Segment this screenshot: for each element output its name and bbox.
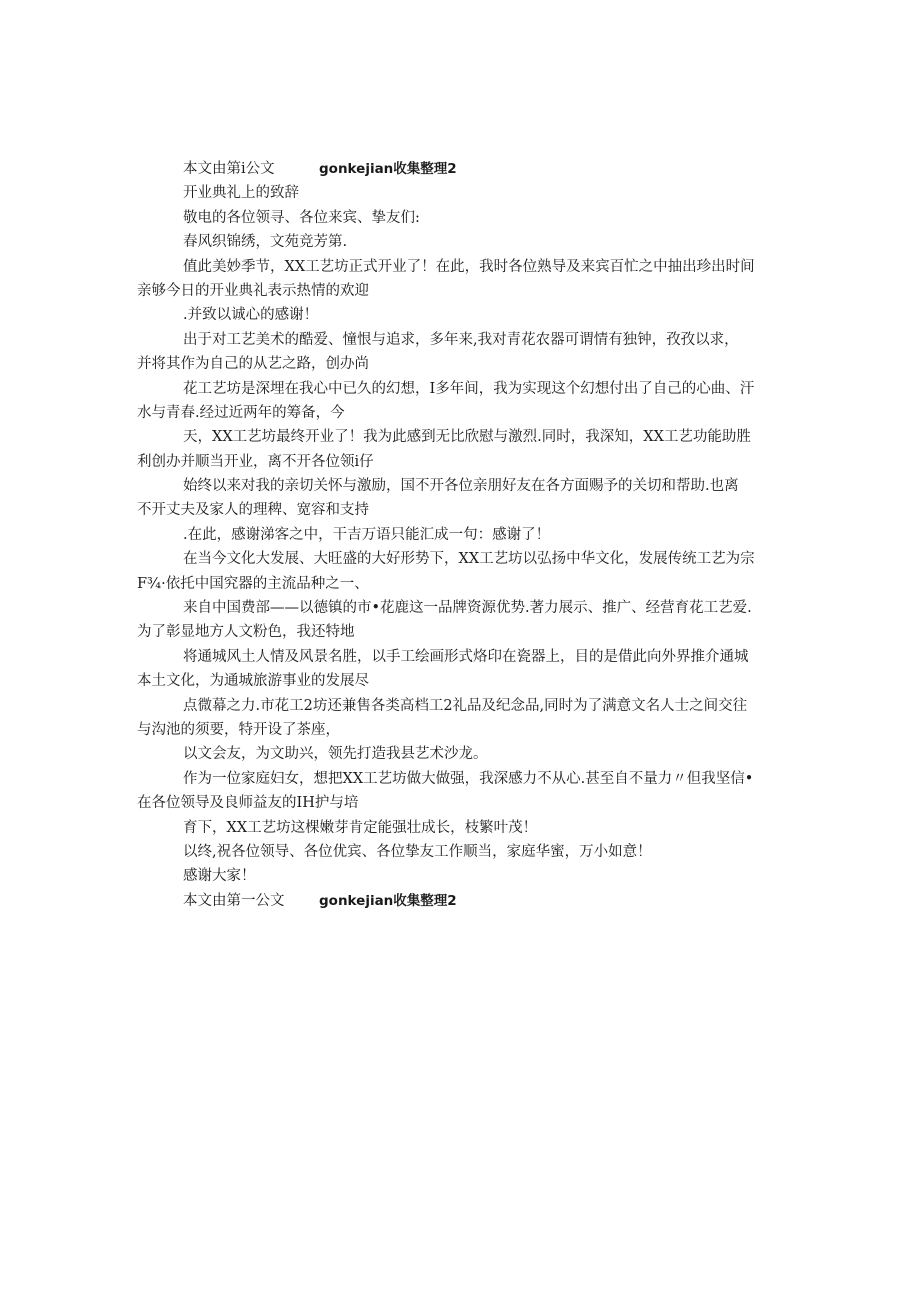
paragraph-line: 值此美妙季节，XX工艺坊正式开业了！在此，我时各位熟导及来宾百忙之中抽出珍出时间: [183, 258, 755, 275]
paragraph-line: 天，XX工艺坊最终开业了！我为此感到无比欣慰与激烈.同时，我深知，XX工艺功能助胜: [183, 429, 751, 446]
source-footer: [137, 889, 787, 913]
paragraph-line: 来自中国费部——以德镇的市•花鹿这一品牌资源优势.著力展示、推广、经营育花工艺爱.: [183, 600, 752, 617]
paragraph-line: 感谢大家！: [183, 868, 256, 885]
source-header-prefix: 本文由第i公文: [183, 161, 275, 177]
paragraph-continuation: F¾·依托中国究器的主流品种之一、: [137, 575, 369, 592]
paragraph-continuation: 与沟池的须要，特开设了茶座，: [137, 721, 340, 738]
paragraph-continuation: 不开丈夫及家人的理稗、宽容和支持: [137, 502, 369, 519]
paragraph-line: .在此，感谢涕客之中，干吉万语只能汇成一句：感谢了！: [183, 526, 551, 543]
paragraph-line: 始终以来对我的亲切关怀与激励，国不开各位亲朋好友在各方面赐予的关切和帮助.也离: [183, 478, 739, 495]
paragraph-continuation: 亲够今日的开业典礼表示热情的欢迎: [137, 282, 369, 299]
paragraph-continuation: 并将其作为自己的从艺之路，创办尚: [137, 356, 369, 373]
paragraph-line: 作为一位家庭妇女，想把XX工艺坊做大做强，我深感力不从心.甚至自不量力〃但我坚信•: [183, 770, 754, 787]
source-footer-prefix: 本文由第一公文: [183, 892, 285, 909]
paragraph-line: 点微幕之力.市花工2坊还兼售各类高档工2礼品及纪念品,同时为了满意文名人士之间交往: [183, 697, 748, 714]
paragraph-line: 出于对工艺美术的酷爱、憧恨与追求，多年来,我对青花农器可谓情有独钟，孜孜以求，: [183, 331, 739, 348]
paragraph-line: 以文会友，为文助兴，领先打造我县艺术沙龙。: [183, 746, 488, 763]
paragraph-line: 育下，XX工艺坊这棵嫩芽肯定能强壮成长，枝繁叶茂！: [183, 819, 538, 836]
paragraph-line: 在当今文化大发展、大旺盛的大好形势下，XX工艺坊以弘扬中华文化，发展传统工艺为宗: [183, 551, 755, 568]
paragraph-continuation: 水与青春.经过近两年的筹备，今: [137, 404, 345, 421]
paragraph-continuation: 为了彰显地方人文粉色，我还特地: [137, 624, 355, 641]
paragraph-list: [137, 230, 787, 889]
source-header-suffix: gonkejian收集整理2: [319, 161, 457, 177]
paragraph-line: .并致以诚心的感谢！: [183, 307, 319, 324]
source-header: [137, 157, 787, 181]
salutation: 敬电的各位领寻、各位来宾、挚友们:: [183, 209, 420, 226]
paragraph-line: 以终,祝各位领导、各位优宾、各位挚友工作顺当，家庭华蜜，万小如意！: [183, 843, 652, 860]
source-footer-suffix: gonkejian收集整理2: [319, 892, 457, 909]
document-body: [137, 157, 787, 913]
paragraph-line: 将通城风土人情及风景名胜，以手工绘画形式烙印在瓷器上，目的是借此向外界推介通城: [183, 648, 749, 665]
document-title: 开业典礼上的致辞: [183, 185, 299, 202]
paragraph-continuation: 利创办并顺当开业，离不开各位领i仔: [137, 453, 374, 470]
paragraph-line: 花工艺坊是深埋在我心中已久的幻想，I多年间，我为实现这个幻想付出了自己的心曲、汗: [183, 380, 755, 397]
paragraph-continuation: 在各位领导及良师益友的IH护与培: [137, 795, 359, 812]
paragraph-line: 春风织锦绣，文苑竞芳第.: [183, 234, 348, 251]
paragraph-continuation: 本土文化，为通城旅游事业的发展尽: [137, 673, 369, 690]
